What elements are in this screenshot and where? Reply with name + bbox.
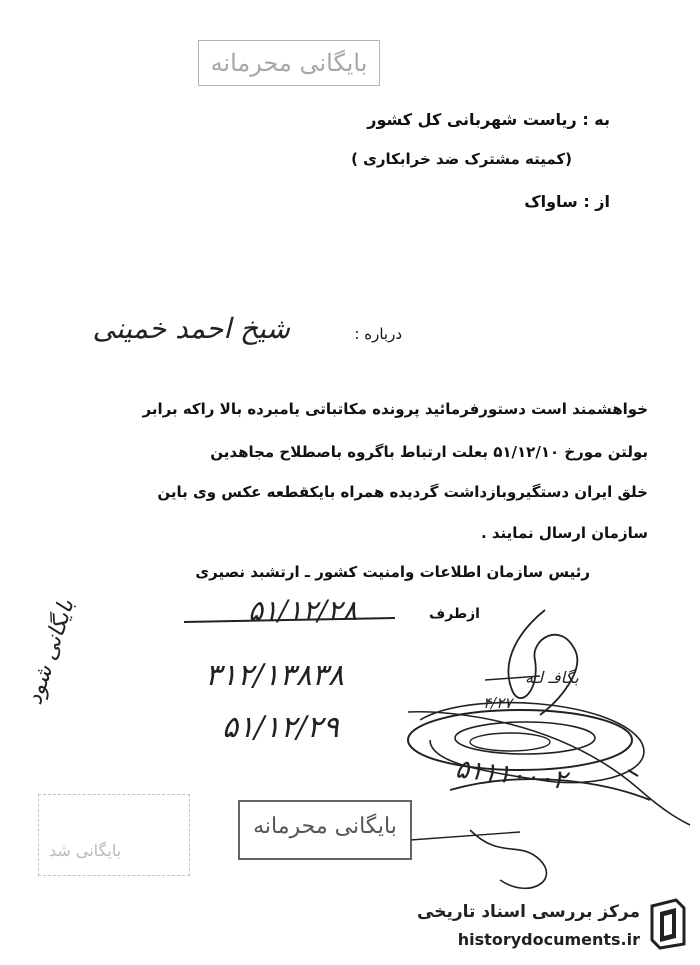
archive-footer — [410, 892, 700, 962]
margin-archive-note: بایگانی شود — [22, 596, 80, 708]
body-line-2: بولتن مورخ ۵۱/۱۲/۱۰ بعلت ارتباط باگروه باصطلاح مجاهدین — [210, 443, 648, 461]
archive-logo-icon — [646, 898, 690, 950]
recipient-line: به : ریاست شهربانی کل کشور — [367, 110, 610, 129]
side-handwritten-note: ۴/۲۷ — [483, 694, 513, 712]
body-line-1: خواهشمند است دستورفرمائید پرونده مکاتباتی یامبرده بالا راکه برابر — [142, 400, 648, 418]
confidential-archive-stamp-bottom: بایگانی محرمانه — [238, 800, 412, 860]
handwritten-number-bottom: ۵۱۱۱۰۰۰۲ — [453, 754, 568, 796]
body-line-3: خلق ایران دستگیروبازداشت گردیده همراه بایکقطعه عکس وی باین — [157, 483, 648, 501]
archive-url: historydocuments.ir — [457, 930, 640, 949]
confidential-archive-stamp-top: بایگانی محرمانه — [198, 40, 380, 86]
subject-label: درباره : — [354, 325, 402, 343]
on-behalf-label: ازطرف — [428, 606, 480, 622]
committee-line: (کمیته مشترک ضد خرابکاری ) — [351, 150, 572, 168]
handwritten-date-2: ۵۱/۱۲/۲۹ — [222, 710, 339, 745]
margin-initials: بگافـ لـه — [525, 668, 579, 687]
archive-org-name: مرکز بررسی اسناد تاریخی — [417, 902, 640, 922]
handwritten-date-1: ۵۱/۱۲/۲۸ — [248, 594, 358, 627]
body-line-4: سازمان ارسال نمایند . — [480, 524, 648, 542]
archived-stamp-bottom-left: بایگانی شد — [38, 794, 190, 876]
sender-line: از : ساواک — [524, 192, 610, 211]
handwritten-reference-number: ۳۱۲/۱۳۸۳۸ — [205, 658, 345, 693]
subject-name: شیخ احمد خمینی — [92, 312, 290, 345]
signatory-title: رئیس سازمان اطلاعات وامنیت کشور ـ ارتشبد نصیری — [195, 563, 590, 581]
